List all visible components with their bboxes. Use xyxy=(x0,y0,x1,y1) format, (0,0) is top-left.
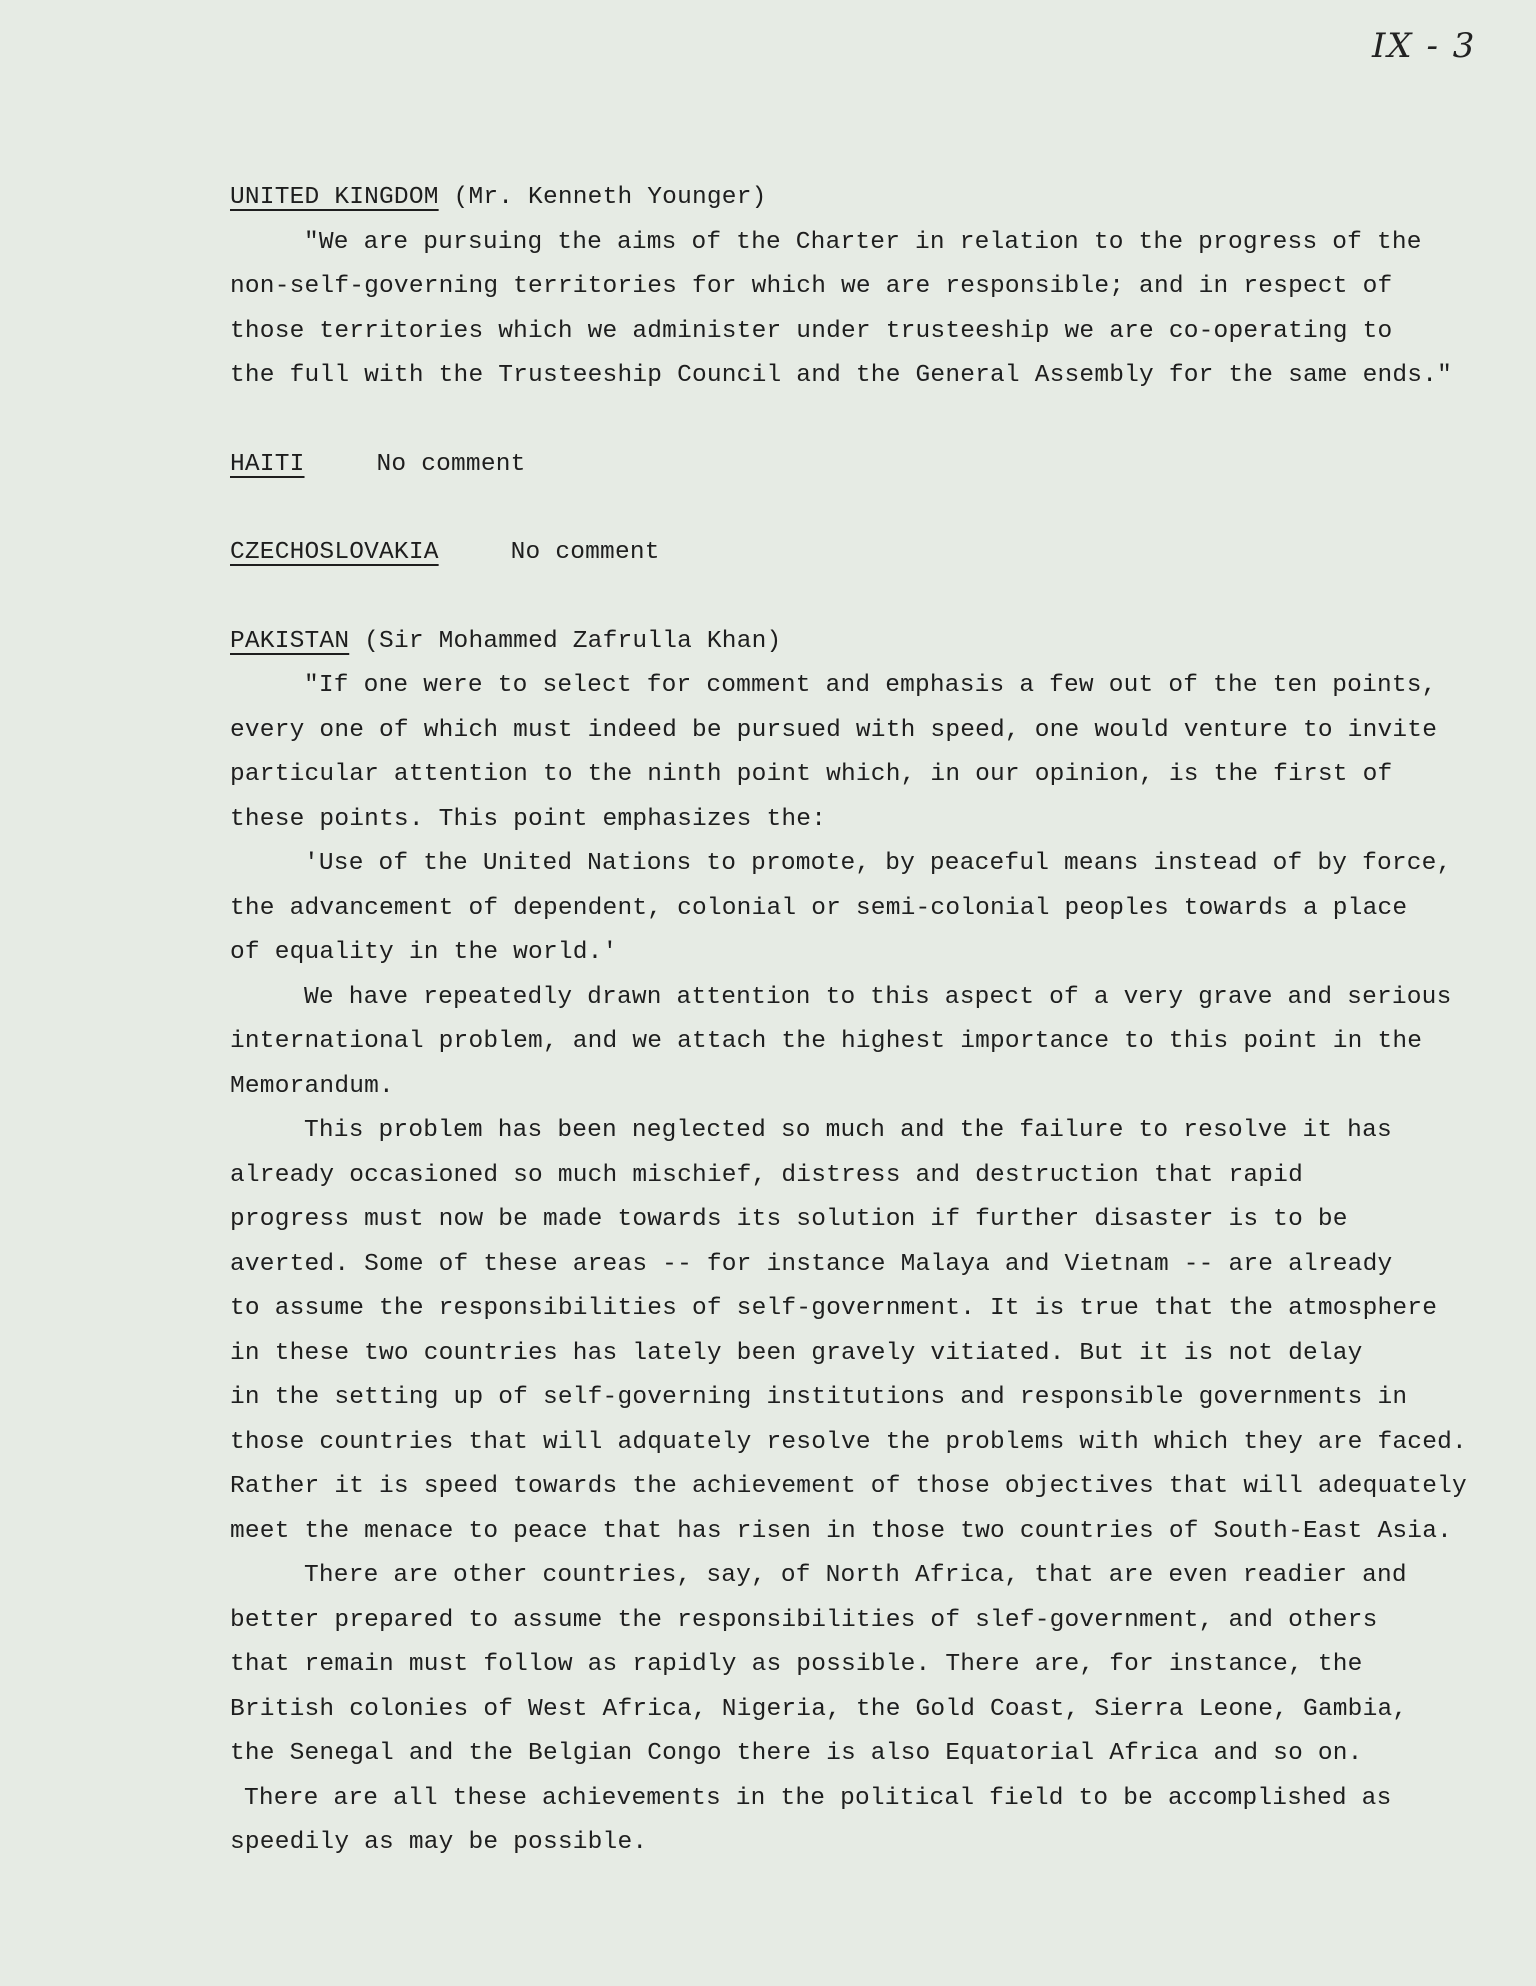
text-line: better prepared to assume the responsibilities of slef-government, and others xyxy=(230,1606,1378,1634)
text-line: the full with the Trusteeship Council and the General Assembly for the same ends." xyxy=(230,362,1452,389)
text-line: the Senegal and the Belgian Congo there is also Equatorial Africa and so on. xyxy=(230,1740,1363,1767)
text-line: the advancement of dependent, colonial or semi-colonial peoples towards a place xyxy=(230,894,1408,922)
text-line: This problem has been neglected so much and the failure to resolve it has xyxy=(304,1117,1392,1144)
section-heading: HAITI xyxy=(230,450,305,478)
text-line: in these two countries has lately been gravely vitiated. But it is not delay xyxy=(230,1339,1363,1367)
text-line: non-self-governing territories for which we are responsible; and in respect of xyxy=(230,273,1393,300)
comment: No comment xyxy=(376,450,526,478)
text-line: 'Use of the United Nations to promote, by peaceful means instead of by force, xyxy=(304,850,1452,877)
text-line: that remain must follow as rapidly as possible. There are, for instance, the xyxy=(230,1651,1363,1678)
text-line: British colonies of West Africa, Nigeria, the Gold Coast, Sierra Leone, Gambia, xyxy=(230,1695,1408,1723)
section-heading-line xyxy=(230,443,1460,488)
document-body xyxy=(230,176,1467,1866)
section-heading: CZECHOSLOVAKIA xyxy=(230,539,439,566)
text-line: these points. This point emphasizes the: xyxy=(230,805,827,833)
comment: No comment xyxy=(510,539,660,566)
text-line: Memorandum. xyxy=(230,1072,394,1100)
section-heading: PAKISTAN xyxy=(230,627,350,655)
text-line: in the setting up of self-governing institutions and responsible governments in xyxy=(230,1384,1408,1411)
text-line: "We are pursuing the aims of the Charter in relation to the progress of the xyxy=(304,228,1422,256)
text-line: We have repeatedly drawn attention to this aspect of a very grave and serious xyxy=(304,983,1452,1011)
section-heading: UNITED KINGDOM xyxy=(230,184,439,211)
text-line: those countries that will adquately resolve the problems with which they are faced. xyxy=(230,1428,1467,1456)
text-line: There are all these achievements in the political field to be accomplished as xyxy=(244,1784,1392,1812)
text-line: of equality in the world.' xyxy=(230,939,618,966)
section-heading-line xyxy=(230,620,1460,665)
speaker: (Sir Mohammed Zafrulla Khan) xyxy=(364,627,782,655)
section-heading-line xyxy=(230,531,1460,576)
text-line: There are other countries, say, of North Africa, that are even readier and xyxy=(304,1562,1407,1589)
text-line: speedily as may be possible. xyxy=(230,1829,648,1856)
text-line: to assume the responsibilities of self-government. It is true that the atmosphere xyxy=(230,1295,1438,1322)
speaker: (Mr. Kenneth Younger) xyxy=(453,184,767,211)
text-line: already occasioned so much mischief, distress and destruction that rapid xyxy=(230,1161,1303,1189)
text-line: progress must now be made towards its solution if further disaster is to be xyxy=(230,1206,1348,1233)
text-line: particular attention to the ninth point which, in our opinion, is the first of xyxy=(230,761,1393,788)
text-line: Rather it is speed towards the achievement of those objectives that will adequately xyxy=(230,1473,1467,1500)
text-line: those territories which we administer under trusteeship we are co-operating to xyxy=(230,317,1393,345)
page-number: IX - 3 xyxy=(1372,26,1477,66)
text-line: international problem, and we attach the highest importance to this point in the xyxy=(230,1028,1423,1055)
text-line: every one of which must indeed be pursued with speed, one would venture to invite xyxy=(230,716,1438,744)
text-line: meet the menace to peace that has risen in those two countries of South-East Asia. xyxy=(230,1517,1452,1545)
text-line: averted. Some of these areas -- for instance Malaya and Vietnam -- are already xyxy=(230,1250,1393,1278)
text-line: "If one were to select for comment and emphasis a few out of the ten points, xyxy=(304,672,1437,699)
section-heading-line xyxy=(230,176,1460,221)
